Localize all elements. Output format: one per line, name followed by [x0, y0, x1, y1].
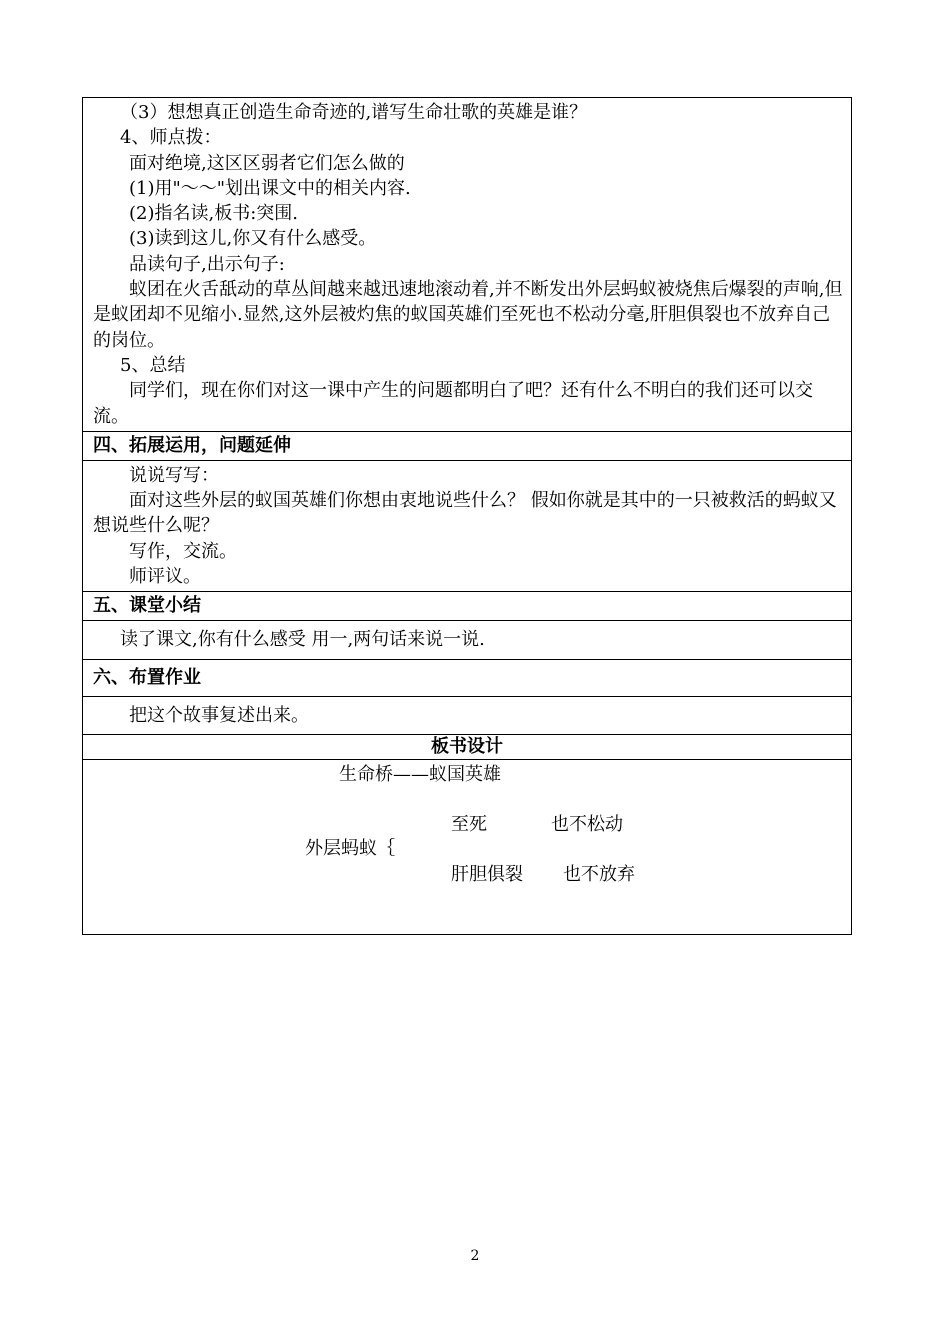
section-3-row: [83, 98, 851, 432]
section-3-content: [83, 98, 851, 431]
board-item: 也不放弃: [563, 863, 635, 885]
board-item: 外层蚂蚁｛: [305, 837, 395, 859]
section-6-title: 六、布置作业: [93, 666, 201, 688]
paragraph: 5、总结: [120, 354, 186, 376]
paragraph: (2)指名读,板书:突围.: [129, 203, 299, 225]
section-5-header-row: [83, 592, 851, 621]
paragraph: (3)读到这儿,你又有什么感受。: [129, 228, 377, 250]
board-design: [83, 760, 851, 934]
board-item: 也不松动: [551, 813, 623, 835]
paragraph: 4、师点拨：: [120, 127, 222, 149]
section-6-row: [83, 697, 851, 735]
page-number: 2: [470, 1248, 480, 1264]
paragraph: 读了课文,你有什么感受 用一,两句话来说一说.: [120, 629, 485, 651]
section-4-title: 四、拓展运用，问题延伸: [93, 434, 291, 456]
board-heading: 生命桥——蚁国英雄: [339, 763, 501, 785]
board-item: 至死: [451, 813, 487, 835]
section-5-content: [83, 621, 851, 658]
paragraph: 面对这些外层的蚁国英雄们你想由衷地说些什么？ 假如你就是其中的一只被救活的蚂蚁又想说些什么呢？: [93, 490, 837, 537]
board-row: [83, 760, 851, 934]
section-5-title: 五、课堂小结: [93, 595, 201, 617]
paragraph: 说说写写：: [129, 464, 219, 486]
paragraph: 师评议。: [129, 566, 201, 588]
section-6-header-row: [83, 660, 851, 697]
board-title: 板书设计: [431, 735, 503, 757]
paragraph: （3）想想真正创造生命奇迹的,谱写生命壮歌的英雄是谁？: [120, 102, 588, 123]
section-4-row: [83, 461, 851, 592]
board-header-row: [83, 735, 851, 760]
section-6-content: [83, 697, 851, 734]
paragraph: (1)用"～～"划出课文中的相关内容.: [129, 177, 411, 199]
paragraph: 写作，交流。: [129, 540, 237, 562]
section-5-row: [83, 621, 851, 659]
paragraph: 面对绝境,这区区弱者它们怎么做的: [129, 152, 405, 174]
paragraph: 把这个故事复述出来。: [129, 704, 309, 726]
section-4-header-row: [83, 432, 851, 461]
paragraph: 蚁团在火舌舐动的草丛间越来越迅速地滚动着,并不断发出外层蚂蚁被烧焦后爆裂的声响,但是蚁团却不见缩小.显然,这外层被灼焦的蚁国英雄们至死也不松动分毫,肝胆俱裂也不放弃自己的岗位。: [93, 279, 843, 351]
section-4-content: [83, 461, 851, 591]
board-item: 肝胆俱裂: [451, 863, 523, 885]
paragraph: 同学们，现在你们对这一课中产生的问题都明白了吧？还有什么不明白的我们还可以交流。: [93, 380, 813, 427]
paragraph: 品读句子,出示句子:: [129, 253, 285, 275]
lesson-table: [82, 97, 852, 935]
